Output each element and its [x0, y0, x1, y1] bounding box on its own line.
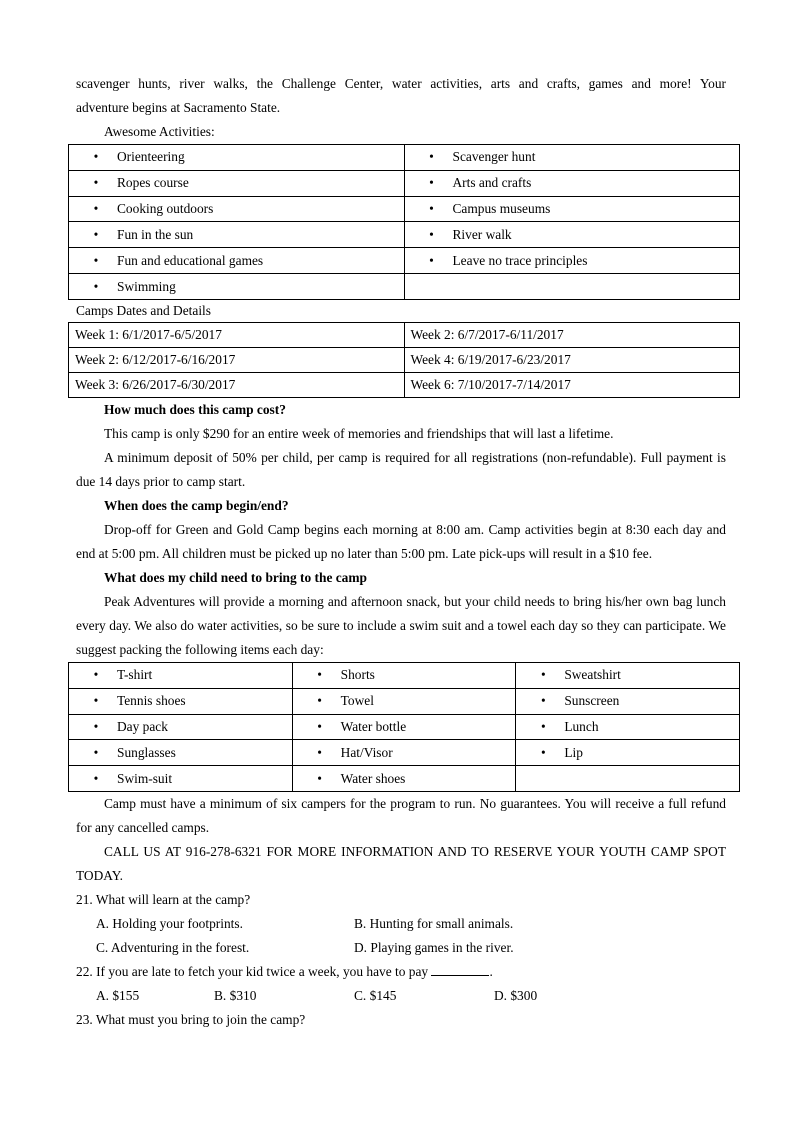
item-cell: • Sunscreen — [516, 688, 740, 714]
date-cell: Week 2: 6/7/2017-6/11/2017 — [404, 323, 740, 348]
item-cell: • Water shoes — [292, 766, 516, 792]
bring-heading: What does my child need to bring to the camp — [104, 570, 367, 585]
date-cell: Week 1: 6/1/2017-6/5/2017 — [69, 323, 405, 348]
dates-table — [68, 322, 740, 398]
bullet-icon: • — [93, 175, 99, 191]
item-cell: • Swim-suit — [69, 766, 293, 792]
bullet-icon: • — [317, 667, 322, 683]
date-cell: Week 4: 6/19/2017-6/23/2017 — [404, 348, 740, 373]
item-cell: • Sunglasses — [69, 740, 293, 766]
activity-cell: • Ropes course — [69, 170, 405, 196]
question-21-options-row-2 — [76, 936, 726, 960]
item-cell: • Towel — [292, 688, 516, 714]
question-23: 23. What must you bring to join the camp? — [76, 1012, 306, 1027]
document-page — [76, 72, 726, 1032]
table-row — [69, 170, 740, 196]
cost-heading: How much does this camp cost? — [104, 402, 286, 417]
bullet-icon: • — [429, 149, 434, 165]
activity-cell: • Swimming — [69, 274, 405, 300]
activity-cell: • River walk — [404, 222, 740, 248]
item-cell — [516, 766, 740, 792]
answer-blank — [431, 963, 489, 976]
item-cell: • Lunch — [516, 714, 740, 740]
date-cell: Week 3: 6/26/2017-6/30/2017 — [69, 373, 405, 398]
closing-paragraph-1: Camp must have a minimum of six campers for the program to run. No guarantees. You will receive a full refund for any cancelled camps. — [76, 796, 726, 835]
bullet-icon: • — [93, 149, 99, 165]
table-row — [69, 222, 740, 248]
activity-cell: • Arts and crafts — [404, 170, 740, 196]
table-row — [69, 274, 740, 300]
activity-cell: • Fun and educational games — [69, 248, 405, 274]
schedule-heading: When does the camp begin/end? — [104, 498, 289, 513]
activity-cell: • Leave no trace principles — [404, 248, 740, 274]
schedule-paragraph: Drop-off for Green and Gold Camp begins each morning at 8:00 am. Camp activities begin at 8:30 each day and end at 5:00 pm. All children must be picked up no later than 5:00 pm. Late pick-ups will result in a $10 fee. — [76, 522, 726, 561]
bullet-icon: • — [540, 693, 546, 709]
intro-line-1: scavenger hunts, river walks, the Challenge Center, water activities, arts and crafts, games and more! Your — [76, 76, 726, 91]
bullet-icon: • — [93, 770, 99, 786]
option-c: C. $145 — [354, 988, 397, 1003]
table-row — [69, 145, 740, 171]
table-row — [69, 740, 740, 766]
table-row — [69, 248, 740, 274]
activity-cell: • Orienteering — [69, 145, 405, 171]
date-cell: Week 6: 7/10/2017-7/14/2017 — [404, 373, 740, 398]
bullet-icon: • — [317, 770, 322, 786]
bullet-icon: • — [429, 252, 434, 268]
bullet-icon: • — [317, 744, 322, 760]
table-row — [69, 714, 740, 740]
bullet-icon: • — [93, 278, 99, 294]
activities-label: Awesome Activities: — [104, 124, 215, 139]
table-row — [69, 766, 740, 792]
intro-line-2: adventure begins at Sacramento State. — [76, 100, 281, 115]
table-row — [69, 323, 740, 348]
bullet-icon: • — [93, 226, 99, 242]
table-row — [69, 663, 740, 689]
table-row — [69, 196, 740, 222]
activity-cell: • Scavenger hunt — [404, 145, 740, 171]
question-21-options-row-1 — [76, 912, 726, 936]
dates-label: Camps Dates and Details — [76, 303, 211, 318]
bullet-icon: • — [429, 201, 434, 217]
bullet-icon: • — [93, 693, 99, 709]
option-a: A. $155 — [96, 988, 140, 1003]
bullet-icon: • — [93, 667, 99, 683]
bullet-icon: • — [93, 252, 99, 268]
bullet-icon: • — [93, 744, 99, 760]
bring-paragraph: Peak Adventures will provide a morning and afternoon snack, but your child needs to bring his/her own bag lunch every day. We also do water activities, so be sure to include a swim suit and a towel each day so they can participate. We suggest packing the following items each day: — [76, 594, 726, 657]
bullet-icon: • — [317, 693, 322, 709]
activity-cell: • Fun in the sun — [69, 222, 405, 248]
table-row — [69, 688, 740, 714]
option-d: D. Playing games in the river. — [354, 940, 514, 955]
bullet-icon: • — [93, 201, 99, 217]
activity-cell: • Cooking outdoors — [69, 196, 405, 222]
cost-paragraph-1: This camp is only $290 for an entire week of memories and friendships that will last a lifetime. — [104, 426, 614, 441]
item-cell: • Lip — [516, 740, 740, 766]
bullet-icon: • — [540, 667, 546, 683]
bullet-icon: • — [540, 718, 546, 734]
item-cell: • Sweatshirt — [516, 663, 740, 689]
activity-cell — [404, 274, 740, 300]
option-c: C. Adventuring in the forest. — [96, 940, 250, 955]
option-a: A. Holding your footprints. — [96, 916, 243, 931]
question-22-options — [76, 984, 726, 1008]
bullet-icon: • — [93, 718, 99, 734]
item-cell: • Shorts — [292, 663, 516, 689]
item-cell: • T-shirt — [69, 663, 293, 689]
activities-table — [68, 144, 740, 300]
option-b: B. Hunting for small animals. — [354, 916, 514, 931]
item-cell: • Day pack — [69, 714, 293, 740]
item-cell: • Water bottle — [292, 714, 516, 740]
table-row — [69, 348, 740, 373]
date-cell: Week 2: 6/12/2017-6/16/2017 — [69, 348, 405, 373]
question-21: 21. What will learn at the camp? — [76, 892, 251, 907]
table-row — [69, 373, 740, 398]
bullet-icon: • — [540, 744, 546, 760]
bullet-icon: • — [429, 175, 434, 191]
activity-cell: • Campus museums — [404, 196, 740, 222]
item-cell: • Hat/Visor — [292, 740, 516, 766]
packing-table — [68, 662, 740, 792]
item-cell: • Tennis shoes — [69, 688, 293, 714]
closing-paragraph-2: CALL US AT 916-278-6321 FOR MORE INFORMATION AND TO RESERVE YOUR YOUTH CAMP SPOT TODAY. — [76, 844, 726, 883]
option-d: D. $300 — [494, 988, 538, 1003]
bullet-icon: • — [317, 718, 322, 734]
option-b: B. $310 — [214, 988, 257, 1003]
question-22: 22. If you are late to fetch your kid twice a week, you have to pay . — [76, 964, 493, 979]
bullet-icon: • — [429, 226, 434, 242]
cost-paragraph-2: A minimum deposit of 50% per child, per camp is required for all registrations (non-refundable). Full payment is due 14 days prior to camp start. — [76, 450, 726, 489]
